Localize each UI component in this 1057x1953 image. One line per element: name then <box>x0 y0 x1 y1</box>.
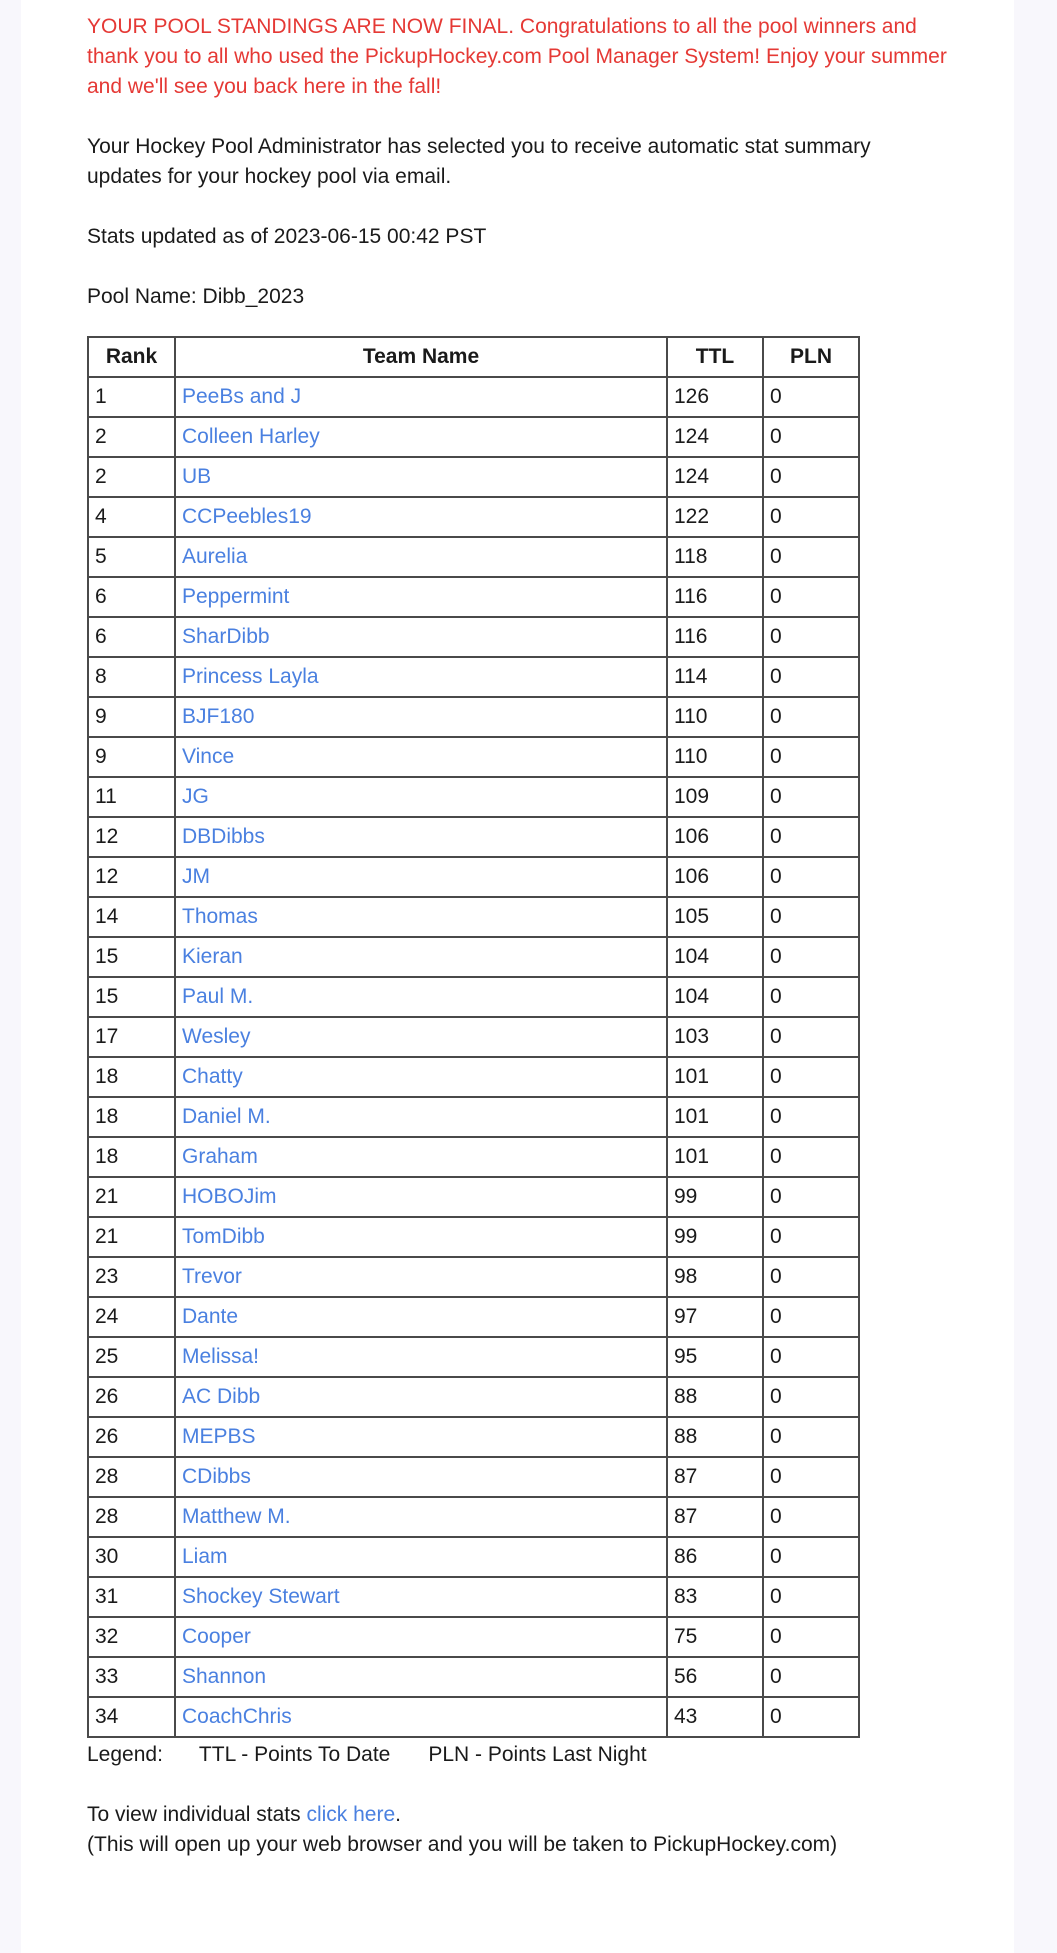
pln-cell: 0 <box>763 657 859 697</box>
team-name-cell <box>175 1697 667 1737</box>
team-name-cell <box>175 1417 667 1457</box>
rank-cell: 4 <box>88 497 175 537</box>
team-link[interactable]: Thomas <box>182 905 258 928</box>
pln-cell: 0 <box>763 1257 859 1297</box>
rank-cell: 18 <box>88 1057 175 1097</box>
rank-cell: 9 <box>88 737 175 777</box>
rank-cell: 15 <box>88 937 175 977</box>
rank-cell: 26 <box>88 1417 175 1457</box>
table-row <box>88 1097 859 1137</box>
rank-cell: 14 <box>88 897 175 937</box>
rank-cell: 21 <box>88 1217 175 1257</box>
email-body <box>21 0 1014 1953</box>
pln-cell: 0 <box>763 1217 859 1257</box>
team-link[interactable]: CDibbs <box>182 1465 251 1488</box>
ttl-cell: 104 <box>667 977 763 1017</box>
team-link[interactable]: Cooper <box>182 1625 251 1648</box>
table-row <box>88 537 859 577</box>
rank-cell: 17 <box>88 1017 175 1057</box>
pln-cell: 0 <box>763 737 859 777</box>
table-row <box>88 1057 859 1097</box>
team-link[interactable]: Trevor <box>182 1265 242 1288</box>
ttl-cell: 116 <box>667 617 763 657</box>
team-link[interactable]: Kieran <box>182 945 243 968</box>
team-name-cell <box>175 657 667 697</box>
ttl-cell: 99 <box>667 1177 763 1217</box>
pln-cell: 0 <box>763 1577 859 1617</box>
team-name-cell <box>175 1537 667 1577</box>
rank-cell: 11 <box>88 777 175 817</box>
rank-cell: 24 <box>88 1297 175 1337</box>
team-name-cell <box>175 577 667 617</box>
team-name-cell <box>175 1337 667 1377</box>
team-name-cell <box>175 817 667 857</box>
team-link[interactable]: Chatty <box>182 1065 243 1088</box>
team-name-cell <box>175 777 667 817</box>
ttl-cell: 88 <box>667 1417 763 1457</box>
team-link[interactable]: Princess Layla <box>182 665 319 688</box>
pln-cell: 0 <box>763 817 859 857</box>
rank-cell: 9 <box>88 697 175 737</box>
table-row <box>88 1337 859 1377</box>
table-row <box>88 977 859 1017</box>
team-link[interactable]: Shannon <box>182 1665 267 1688</box>
rank-cell: 18 <box>88 1137 175 1177</box>
ttl-cell: 122 <box>667 497 763 537</box>
standings-table <box>87 336 860 1738</box>
team-name-cell <box>175 977 667 1017</box>
admin-message: Your Hockey Pool Administrator has selected you to receive automatic stat summary updates for your hockey pool via email. <box>87 135 871 188</box>
pln-cell: 0 <box>763 497 859 537</box>
ttl-cell: 83 <box>667 1577 763 1617</box>
team-name-cell <box>175 1577 667 1617</box>
team-name-cell <box>175 897 667 937</box>
team-name-cell <box>175 697 667 737</box>
table-row <box>88 937 859 977</box>
pln-cell: 0 <box>763 1537 859 1577</box>
stats-updated-text: Stats updated as of 2023-06-15 00:42 PST <box>87 225 487 248</box>
team-name-cell <box>175 1497 667 1537</box>
ttl-cell: 116 <box>667 577 763 617</box>
pln-cell: 0 <box>763 1297 859 1337</box>
team-link[interactable]: Liam <box>182 1545 228 1568</box>
team-name-cell <box>175 1457 667 1497</box>
ttl-cell: 43 <box>667 1697 763 1737</box>
table-row <box>88 737 859 777</box>
team-link[interactable]: BJF180 <box>182 705 255 728</box>
table-row <box>88 897 859 937</box>
pln-cell: 0 <box>763 937 859 977</box>
ttl-cell: 98 <box>667 1257 763 1297</box>
team-name-cell <box>175 617 667 657</box>
team-link[interactable]: TomDibb <box>182 1225 265 1248</box>
pln-cell: 0 <box>763 377 859 417</box>
table-row <box>88 1497 859 1537</box>
rank-cell: 30 <box>88 1537 175 1577</box>
team-name-cell <box>175 537 667 577</box>
ttl-cell: 86 <box>667 1537 763 1577</box>
team-name-cell <box>175 457 667 497</box>
table-row <box>88 497 859 537</box>
team-name-cell <box>175 1017 667 1057</box>
ttl-cell: 118 <box>667 537 763 577</box>
table-row <box>88 1257 859 1297</box>
rank-cell: 2 <box>88 417 175 457</box>
team-link[interactable]: CCPeebles19 <box>182 505 312 528</box>
pln-cell: 0 <box>763 1017 859 1057</box>
rank-cell: 12 <box>88 817 175 857</box>
rank-cell: 25 <box>88 1337 175 1377</box>
team-name-cell <box>175 417 667 457</box>
final-standings-notice: YOUR POOL STANDINGS ARE NOW FINAL. Congratulations to all the pool winners and thank you to all who used the PickupHockey.com Pool Manager System! Enjoy your summer and we'll see you back here in the fall! <box>87 15 947 98</box>
team-link[interactable]: Wesley <box>182 1025 251 1048</box>
table-row <box>88 377 859 417</box>
pln-cell: 0 <box>763 1377 859 1417</box>
pln-cell: 0 <box>763 1497 859 1537</box>
ttl-cell: 106 <box>667 817 763 857</box>
ttl-cell: 101 <box>667 1057 763 1097</box>
ttl-cell: 95 <box>667 1337 763 1377</box>
team-name-cell <box>175 1177 667 1217</box>
table-row <box>88 1537 859 1577</box>
pln-cell: 0 <box>763 1137 859 1177</box>
rank-cell: 31 <box>88 1577 175 1617</box>
standings-rows <box>88 377 859 1737</box>
team-link[interactable]: SharDibb <box>182 625 270 648</box>
ttl-cell: 126 <box>667 377 763 417</box>
table-row <box>88 1697 859 1737</box>
table-row <box>88 1217 859 1257</box>
pln-cell: 0 <box>763 1657 859 1697</box>
ttl-cell: 87 <box>667 1457 763 1497</box>
pool-name-text: Pool Name: Dibb_2023 <box>87 285 305 308</box>
team-name-cell <box>175 937 667 977</box>
team-link[interactable]: Paul M. <box>182 985 254 1008</box>
table-row <box>88 1577 859 1617</box>
team-name-cell <box>175 497 667 537</box>
ttl-cell: 104 <box>667 937 763 977</box>
pln-cell: 0 <box>763 1097 859 1137</box>
pln-cell: 0 <box>763 1177 859 1217</box>
ttl-cell: 110 <box>667 697 763 737</box>
pln-cell: 0 <box>763 857 859 897</box>
rank-cell: 5 <box>88 537 175 577</box>
team-name-cell <box>175 1617 667 1657</box>
pln-column-header: PLN <box>763 337 859 377</box>
pln-cell: 0 <box>763 417 859 457</box>
rank-cell: 33 <box>88 1657 175 1697</box>
team-name-cell <box>175 1057 667 1097</box>
team-link[interactable]: CoachChris <box>182 1705 292 1728</box>
ttl-cell: 103 <box>667 1017 763 1057</box>
rank-cell: 12 <box>88 857 175 897</box>
view-stats-suffix: . <box>395 1803 401 1826</box>
ttl-cell: 114 <box>667 657 763 697</box>
team-link[interactable]: Daniel M. <box>182 1105 271 1128</box>
team-name-column-header: Team Name <box>175 337 667 377</box>
team-name-cell <box>175 857 667 897</box>
table-row <box>88 1177 859 1217</box>
rank-cell: 21 <box>88 1177 175 1217</box>
team-link[interactable]: DBDibbs <box>182 825 265 848</box>
rank-cell: 28 <box>88 1457 175 1497</box>
team-link[interactable]: JM <box>182 865 210 888</box>
team-link[interactable]: Graham <box>182 1145 258 1168</box>
table-row <box>88 817 859 857</box>
team-link[interactable]: Aurelia <box>182 545 248 568</box>
pln-cell: 0 <box>763 977 859 1017</box>
table-row <box>88 657 859 697</box>
table-row <box>88 1617 859 1657</box>
ttl-cell: 101 <box>667 1137 763 1177</box>
ttl-cell: 97 <box>667 1297 763 1337</box>
ttl-cell: 106 <box>667 857 763 897</box>
pln-cell: 0 <box>763 1337 859 1377</box>
team-name-cell <box>175 1257 667 1297</box>
ttl-cell: 124 <box>667 457 763 497</box>
team-link[interactable]: Melissa! <box>182 1345 260 1368</box>
rank-cell: 26 <box>88 1377 175 1417</box>
rank-cell: 2 <box>88 457 175 497</box>
pln-cell: 0 <box>763 697 859 737</box>
table-row <box>88 457 859 497</box>
legend-label: Legend: <box>87 1743 163 1766</box>
table-row <box>88 1417 859 1457</box>
team-link[interactable]: Vince <box>182 745 235 768</box>
legend-ttl: TTL - Points To Date <box>198 1743 391 1766</box>
table-row <box>88 577 859 617</box>
table-row <box>88 1297 859 1337</box>
rank-cell: 28 <box>88 1497 175 1537</box>
pln-cell: 0 <box>763 1457 859 1497</box>
ttl-cell: 110 <box>667 737 763 777</box>
ttl-cell: 109 <box>667 777 763 817</box>
email-content <box>87 12 947 1860</box>
table-row <box>88 777 859 817</box>
rank-cell: 18 <box>88 1097 175 1137</box>
pln-cell: 0 <box>763 1417 859 1457</box>
ttl-cell: 56 <box>667 1657 763 1697</box>
team-name-cell <box>175 737 667 777</box>
table-row <box>88 1457 859 1497</box>
pln-cell: 0 <box>763 537 859 577</box>
team-name-cell <box>175 1137 667 1177</box>
rank-cell: 6 <box>88 577 175 617</box>
pln-cell: 0 <box>763 1697 859 1737</box>
legend <box>87 1740 947 1770</box>
table-row <box>88 1657 859 1697</box>
team-link[interactable]: Matthew M. <box>182 1505 291 1528</box>
pln-cell: 0 <box>763 577 859 617</box>
team-link[interactable]: Dante <box>182 1305 239 1328</box>
rank-cell: 6 <box>88 617 175 657</box>
pln-cell: 0 <box>763 457 859 497</box>
table-row <box>88 1377 859 1417</box>
rank-cell: 34 <box>88 1697 175 1737</box>
pln-cell: 0 <box>763 1617 859 1657</box>
browser-note: (This will open up your web browser and you will be taken to PickupHockey.com) <box>87 1833 838 1856</box>
pln-cell: 0 <box>763 897 859 937</box>
ttl-cell: 88 <box>667 1377 763 1417</box>
table-row <box>88 857 859 897</box>
team-link[interactable]: AC Dibb <box>182 1385 261 1408</box>
ttl-cell: 101 <box>667 1097 763 1137</box>
rank-cell: 1 <box>88 377 175 417</box>
table-row <box>88 1017 859 1057</box>
table-row <box>88 1137 859 1177</box>
team-link[interactable]: UB <box>182 465 212 488</box>
team-link[interactable]: Shockey Stewart <box>182 1585 340 1608</box>
rank-cell: 23 <box>88 1257 175 1297</box>
pln-cell: 0 <box>763 777 859 817</box>
ttl-cell: 87 <box>667 1497 763 1537</box>
pln-cell: 0 <box>763 1057 859 1097</box>
team-name-cell <box>175 1377 667 1417</box>
rank-cell: 8 <box>88 657 175 697</box>
ttl-cell: 124 <box>667 417 763 457</box>
team-link[interactable]: Peppermint <box>182 585 290 608</box>
team-link[interactable]: Colleen Harley <box>182 425 320 448</box>
team-link[interactable]: HOBOJim <box>182 1185 277 1208</box>
team-link[interactable]: MEPBS <box>182 1425 256 1448</box>
team-name-cell <box>175 1297 667 1337</box>
rank-column-header: Rank <box>88 337 175 377</box>
legend-pln: PLN - Points Last Night <box>428 1743 647 1766</box>
view-stats-prefix: To view individual stats <box>87 1803 307 1826</box>
table-header-row <box>88 337 859 377</box>
pln-cell: 0 <box>763 617 859 657</box>
table-row <box>88 617 859 657</box>
ttl-cell: 99 <box>667 1217 763 1257</box>
team-name-cell <box>175 1217 667 1257</box>
table-row <box>88 417 859 457</box>
team-name-cell <box>175 1097 667 1137</box>
view-stats-line <box>87 1800 947 1830</box>
team-name-cell <box>175 377 667 417</box>
ttl-cell: 75 <box>667 1617 763 1657</box>
table-row <box>88 697 859 737</box>
team-link[interactable]: PeeBs and J <box>182 385 302 408</box>
click-here-link[interactable]: click here <box>306 1803 396 1826</box>
team-name-cell <box>175 1657 667 1697</box>
team-link[interactable]: JG <box>182 785 209 808</box>
ttl-cell: 105 <box>667 897 763 937</box>
ttl-column-header: TTL <box>667 337 763 377</box>
rank-cell: 32 <box>88 1617 175 1657</box>
rank-cell: 15 <box>88 977 175 1017</box>
